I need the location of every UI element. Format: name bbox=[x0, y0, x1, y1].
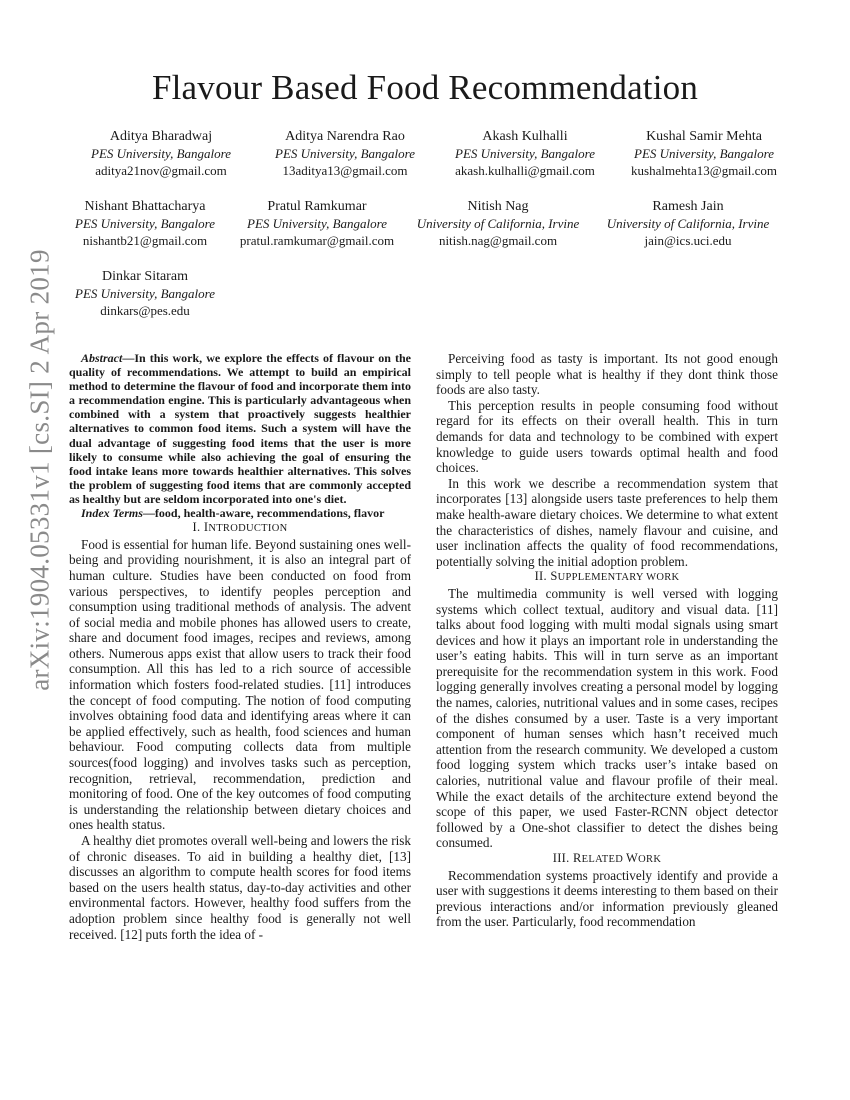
abstract-label: Abstract bbox=[81, 351, 123, 365]
author-name: Ramesh Jain bbox=[652, 199, 724, 214]
author-block bbox=[425, 128, 625, 179]
right-column bbox=[436, 351, 778, 930]
index-terms-label: Index Terms bbox=[81, 506, 143, 521]
author-name: Aditya Narendra Rao bbox=[285, 129, 405, 144]
author-affiliation: PES University, Bangalore bbox=[455, 146, 595, 161]
section-heading-related-work: III. RELATED WORK bbox=[552, 851, 662, 865]
author-email: nishantb21@gmail.com bbox=[82, 233, 208, 248]
section-heading-supplementary: II. SUPPLEMENTARY WORK bbox=[534, 569, 680, 584]
paragraph: Recommendation systems proactively identify and provide a user with suggestions it deems interesting to them based on their previous interactions and/or information previously gleaned from the user. Particularly, food recommendation bbox=[436, 867, 778, 930]
arxiv-stamp bbox=[20, 249, 60, 691]
author-affiliation: PES University, Bangalore bbox=[247, 216, 387, 231]
author-block bbox=[245, 128, 445, 179]
author-block bbox=[604, 128, 804, 179]
author-name: Nitish Nag bbox=[467, 199, 529, 214]
author-affiliation: PES University, Bangalore bbox=[634, 146, 774, 161]
author-email: pratul.ramkumar@gmail.com bbox=[239, 233, 395, 248]
author-email: dinkars@pes.edu bbox=[100, 303, 190, 318]
paragraph: This perception results in people consuming food without regard for its effects on their overall health. This in turn demands for data and technology to be combined with expert knowledge to guide users towards optimal health and food choices. bbox=[436, 397, 778, 476]
author-block bbox=[45, 198, 245, 249]
author-email: aditya21nov@gmail.com bbox=[95, 163, 227, 178]
paragraph: In this work we describe a recommendation system that incorporates [13] alongside users taste preferences to help them make health-aware dietary choices. We determine to what extent the characteristics of dishes, namely flavour and cuisine, and user inclination affects the quality of food recommendations, potentially solving the initial adoption problem. bbox=[436, 475, 778, 569]
author-name: Aditya Bharadwaj bbox=[109, 129, 213, 144]
author-affiliation: PES University, Bangalore bbox=[91, 146, 231, 161]
author-name: Akash Kulhalli bbox=[482, 129, 568, 144]
abstract: Abstract—In this work, we explore the effects of flavour on the quality of recommendations. We attempt to build an empirical method to determine the flavour of food and incorporate them into a recommendation engine. This is particularly advantageous when combined with a system that proactively suggests healthier alternatives to common food items. Such a system will have the dual advantage of suggesting food items that the user is more likely to consume while also achieving the goal of ensuring the food intake leans more towards healthier alternatives. This solves the problem of suggesting food items that are commonly accepted as healthy but are seldom incorporated into one's diet. bbox=[69, 351, 411, 506]
author-name: Dinkar Sitaram bbox=[102, 269, 188, 284]
author-block bbox=[61, 128, 261, 179]
author-email: 13aditya13@gmail.com bbox=[282, 163, 408, 178]
author-name: Pratul Ramkumar bbox=[267, 199, 367, 214]
index-terms: Index Terms—food, health-aware, recommendations, flavor bbox=[81, 506, 385, 521]
author-block bbox=[398, 198, 598, 249]
author-name: Nishant Bhattacharya bbox=[84, 199, 206, 214]
index-terms-text: food, health-aware, recommendations, flavor bbox=[154, 506, 385, 521]
author-block bbox=[217, 198, 417, 249]
author-email: jain@ics.uci.edu bbox=[644, 233, 732, 248]
author-block bbox=[45, 268, 245, 319]
author-email: akash.kulhalli@gmail.com bbox=[455, 163, 595, 178]
author-affiliation: PES University, Bangalore bbox=[275, 146, 415, 161]
author-block bbox=[588, 198, 788, 249]
author-name: Kushal Samir Mehta bbox=[646, 129, 762, 144]
paragraph: The multimedia community is well versed with logging systems which collect textual, auditory and visual data. [11] talks about food logging with multi modal signals using smart devices and how it plays an important role in understanding the user’s eating habits. This will in turn serve as an important prerequisite for the recommendation system in this work. Food logging generally involves creating a personal model by logging the names, calories, nutritional values and in some cases, recipes of the dishes consumed by a user. Taste is a very important component of human senses which hasn’t received much attention from the research community. We developed a custom food logging system which tracks user’s intake based on calories, nutritional value and flavour profile of their meal. While the exact details of the architecture extend beyond the scope of this paper, we used Faster-RCNN object detector followed by a One-shot classifier to detect the dishes being consumed. bbox=[436, 585, 778, 851]
paper-title: Flavour Based Food Recommendation bbox=[151, 68, 699, 107]
author-email: nitish.nag@gmail.com bbox=[438, 233, 558, 248]
author-affiliation: PES University, Bangalore bbox=[75, 286, 215, 301]
section-heading-introduction: I. INTRODUCTION bbox=[192, 520, 288, 535]
author-email: kushalmehta13@gmail.com bbox=[631, 163, 777, 178]
author-affiliation: PES University, Bangalore bbox=[75, 216, 215, 231]
left-column bbox=[69, 351, 411, 942]
arxiv-stamp-text: arXiv:1904.05331v1 [cs.SI] 2 Apr 2019 bbox=[24, 249, 55, 691]
paragraph: Perceiving food as tasty is important. Its not good enough simply to tell people what is healthy if they dont think those foods are also tasty. bbox=[436, 351, 778, 398]
abstract-text: In this work, we explore the effects of flavour on the quality of recommendations. We attempt to build an empirical method to determine the flavour of food and incorporate them into a recommendation engine. This is particularly advantageous when combined with a system that proactively suggests healthier alternatives to common food items. Such a system will have the dual advantage of suggesting food items that the user is more likely to consume while also achieving the goal of ensuring the food intake leans more towards healthier alternatives. This solves the problem of suggesting food items that are commonly accepted as healthy but are seldom incorporated into one's diet. bbox=[69, 351, 411, 506]
paragraph: A healthy diet promotes overall well-being and lowers the risk of chronic diseases. To aid in building a healthy diet, [13] discusses an algorithm to compute health scores for food items based on the users health status, day-to-day activities and other environmental factors. However, healthy food suffers from the adoption problem since healthy food is generally not well received. [12] puts forth the idea of - bbox=[69, 833, 411, 942]
author-affiliation: University of California, Irvine bbox=[416, 216, 580, 231]
paragraph: Food is essential for human life. Beyond sustaining ones well-being and providing nourishment, it is also an integral part of human culture. Studies have been conducted on food from various perspectives, to identify peoples perception and consumption using traditional methods of analysis. The advent of social media and mobile phones has allowed users to create, share and document food images, recipes and reviews, among others. Numerous apps exist that allow users to track their food consumption. All this has led to a rich source of accessible information which fosters food-related studies. [11] introduces the concept of food computing. The notion of food computing involves obtaining food data and identifying areas where it can be applied effectively, such as health, food sciences and human behaviour. Food computing collects data from multiple sources(food logging) and involves tasks such as perception, recognition, retrieval, recommendation, prediction and monitoring of food. One of the key outcomes of food computing is understanding the relationship between dietary choices and ones health status. bbox=[69, 536, 411, 833]
author-affiliation: University of California, Irvine bbox=[606, 216, 770, 231]
